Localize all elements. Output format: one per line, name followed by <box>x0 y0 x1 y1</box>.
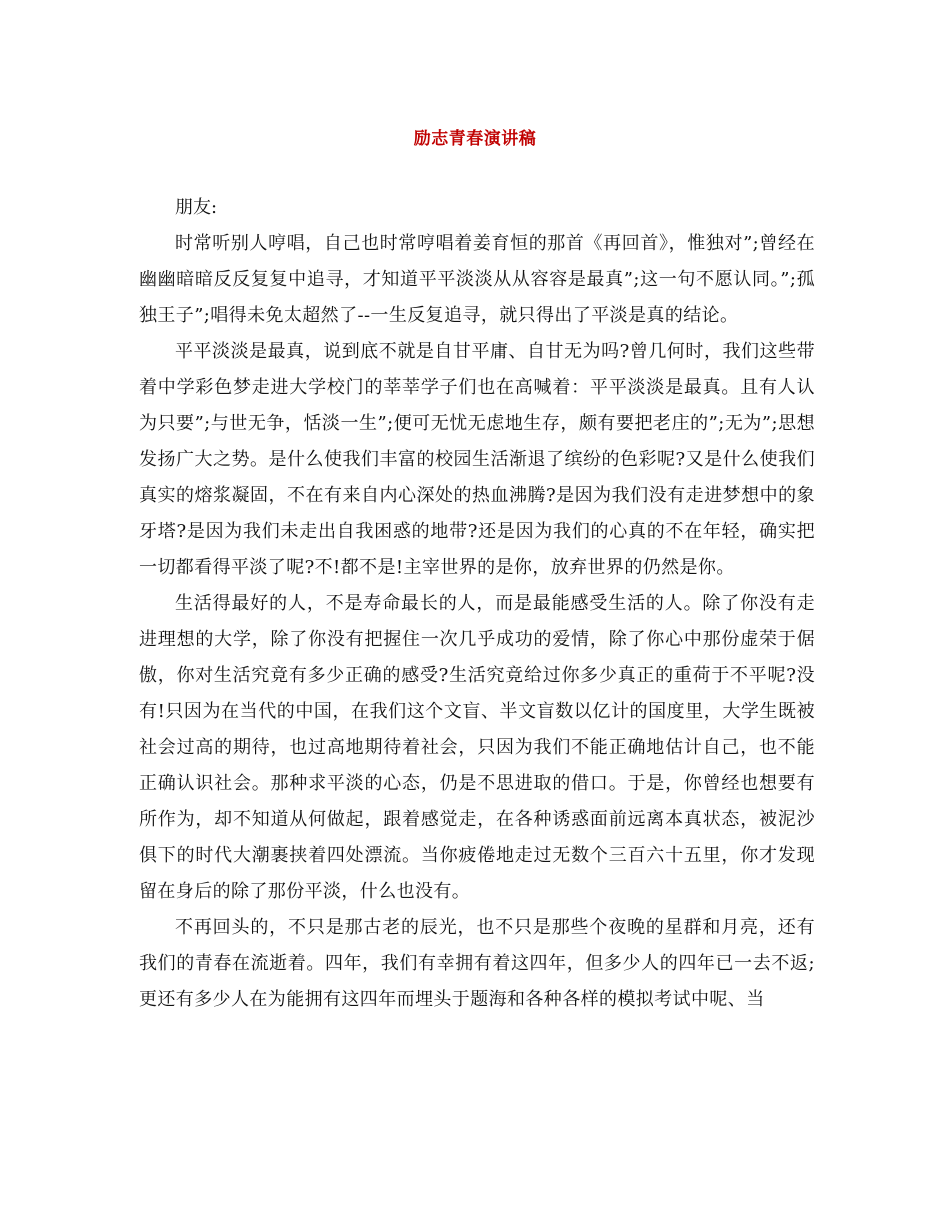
salutation: 朋友: <box>175 197 218 218</box>
paragraph-1: 时常听别人哼唱，自己也时常哼唱着姜育恒的那首《再回首》，惟独对”;曾经在幽幽暗暗反反复复中追寻，才知道平平淡淡从从容容是最真”;这一句不愿认同。”;孤独王子”;唱得未免太超然了--一生反复追寻，就只得出了平淡是真的结论。 <box>139 233 815 326</box>
paragraph-4: 不再回头的，不只是那古老的辰光，也不只是那些个夜晚的星群和月亮，还有我们的青春在流逝着。四年，我们有幸拥有着这四年，但多少人的四年已一去不返;更还有多少人在为能拥有这四年而埋头于题海和各种各样的模拟考试中呢、当 <box>139 917 815 1010</box>
document-body <box>139 190 815 1018</box>
paragraph-2: 平平淡淡是最真，说到底不就是自甘平庸、自甘无为吗?曾几何时，我们这些带着中学彩色梦走进大学校门的莘莘学子们也在高喊着：平平淡淡是最真。且有人认为只要”;与世无争，恬淡一生”;便可无忧无虑地生存，颇有要把老庄的”;无为”;思想发扬广大之势。是什么使我们丰富的校园生活渐退了缤纷的色彩呢?又是什么使我们真实的熔浆凝固，不在有来自内心深处的热血沸腾?是因为我们没有走进梦想中的象牙塔?是因为我们未走出自我困惑的地带?还是因为我们的心真的不在年轻，确实把一切都看得平淡了呢?不!都不是!主宰世界的是你，放弃世界的仍然是你。 <box>139 341 815 578</box>
paragraph-3: 生活得最好的人，不是寿命最长的人，而是最能感受生活的人。除了你没有走进理想的大学，除了你没有把握住一次几乎成功的爱情，除了你心中那份虚荣于倨傲，你对生活究竟有多少正确的感受?生活究竟给过你多少真正的重荷于不平呢?没有!只因为在当代的中国，在我们这个文盲、半文盲数以亿计的国度里，大学生既被社会过高的期待，也过高地期待着社会，只因为我们不能正确地估计自己，也不能正确认识社会。那种求平淡的心态，仍是不思进取的借口。于是，你曾经也想要有所作为，却不知道从何做起，跟着感觉走，在各种诱惑面前远离本真状态，被泥沙俱下的时代大潮裹挟着四处漂流。当你疲倦地走过无数个三百六十五里，你才发现留在身后的除了那份平淡，什么也没有。 <box>139 593 815 902</box>
document-title: 励志青春演讲稿 <box>413 129 537 149</box>
